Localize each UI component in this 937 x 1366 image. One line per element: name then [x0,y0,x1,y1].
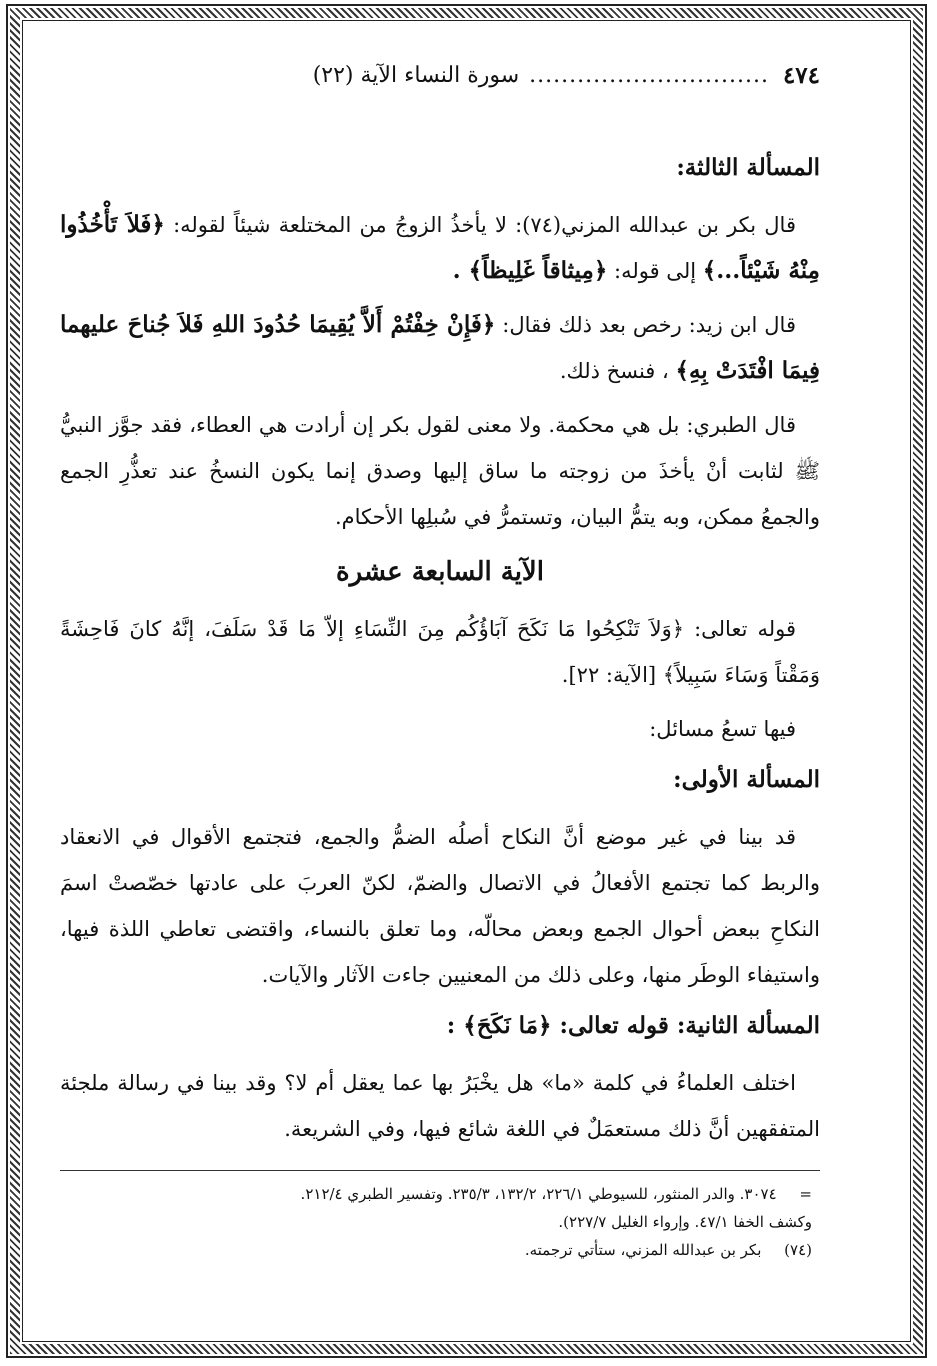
issue-2-heading [60,1006,820,1046]
issue-3-p2-text: قال ابن زيد: رخص بعد ذلك فقال: [502,313,796,337]
issue-3-heading: المسألة الثالثة: [676,154,820,181]
footnote-line [60,1180,820,1208]
footnotes [60,1180,820,1264]
verse-text: ﴿وَلاَ تَنْكِحُوا مَا نَكَحَ آبَاؤُكُم مِنَ النِّسَاءِ إلاّ مَا قَدْ سَلَفَ، إنَّهُ كانَ فَاحِشَةً وَمَقْتاً وَسَاءَ سَبِيلاً﴾ [60,617,820,687]
page-content [60,40,820,1330]
issue-3-paragraph-1 [60,202,820,294]
verse-paragraph [60,606,820,698]
quran-quote: ﴿فَإِنْ خِفْتُمْ أَلاَّ يُقِيمَا حُدُودَ اللهِ فَلاَ جُناحَ عليهما فِيمَا افْتَدَتْ بِهِ﴾ [60,311,820,384]
section-title: الآية السابعة عشرة [336,557,544,587]
verse-reference: [الآية: ٢٢]. [561,663,657,687]
issue-2-paragraph: اختلف العلماءُ في كلمة «ما» هل يخْبَرُ بها عما يعقل أم لا؟ وقد بينا في رسالة ملجئة المتفقهين أنَّ ذلك مستعمَلٌ في اللغة شائع فيها، وفي الشريعة. [60,1071,820,1141]
issues-count: فيها تسعُ مسائل: [649,717,796,741]
header-leader: .............................. [529,62,769,88]
header-title: سورة النساء الآية (٢٢) [312,62,520,88]
footnote-text: وكشف الخفا ٤٧/١. وإرواء الغليل ٢٢٧/٧). [558,1213,812,1231]
quran-quote: ﴿فَلاَ تَأْخُذُوا مِنْهُ شَيْئاً...﴾ [60,211,820,284]
main-text [60,148,820,1160]
issue-2-heading-quran: ﴿مَا نَكَحَ﴾ : [446,1012,552,1039]
issue-3-paragraph-3: قال الطبري: بل هي محكمة. ولا معنى لقول بكر إن أرادت هي العطاء، فقد جوَّز النبيُّ ﷺ لثابت أنْ يأخذَ من زوجته ما ساق إليها وصدق إنما يكون النسخُ عند تعذُّرِ الجمع والجمعُ ممكن، وبه يتمُّ البيان، وتستمرُّ في سُبلِها الأحكام. [60,413,820,529]
issue-1-heading: المسألة الأولى: [673,766,820,793]
issue-3-paragraph-2 [60,302,820,394]
quran-quote: ﴿مِيثاقاً غَلِيظاً﴾ . [452,257,608,284]
footnote-mark: (٧٤) [784,1241,812,1259]
running-header [60,58,820,92]
footnote-text: بكر بن عبدالله المزني، ستأتي ترجمته. [524,1241,762,1259]
issue-3-p2-end: ، فنسخ ذلك. [559,359,669,383]
issue-3-p1-mid: إلى قوله: [614,259,697,283]
page-number: ٤٧٤ [782,61,820,89]
footnote-line [60,1208,820,1236]
issue-1-paragraph: قد بينا في غير موضع أنَّ النكاح أصلُه الضمُّ والجمع، فتجتمع الأقوال في الانعقاد والربط كما تجتمع الأفعالُ في الاتصال والضمّ، لكنّ العربَ على عادتها خصّصتْ اسمَ النكاحِ ببعض أحوال الجمع وبعض محالّه، وما تعلق بالنساء، واقتضى تعاطي اللذة فيها، واستيفاء الوطَر منها، وعلى ذلك من المعنيين جاءت الآثار والآيات. [60,825,820,987]
issue-2-heading-text: المسألة الثانية: قوله تعالى: [559,1012,820,1039]
issue-3-p1-text: قال بكر بن عبدالله المزني(٧٤): لا يأخذُ الزوجُ من المختلعة شيئاً لقوله: [173,213,796,237]
footnote-line [60,1236,820,1264]
verse-intro: قوله تعالى: [694,617,796,641]
footnote-divider [60,1170,820,1171]
footnote-text: ٣٠٧٤. والدر المنثور، للسيوطي ٢٢٦/١، ١٣٢/٢، ٢٣٥/٣. وتفسير الطبري ٢١٢/٤. [300,1185,777,1203]
footnote-mark: = [799,1185,812,1203]
